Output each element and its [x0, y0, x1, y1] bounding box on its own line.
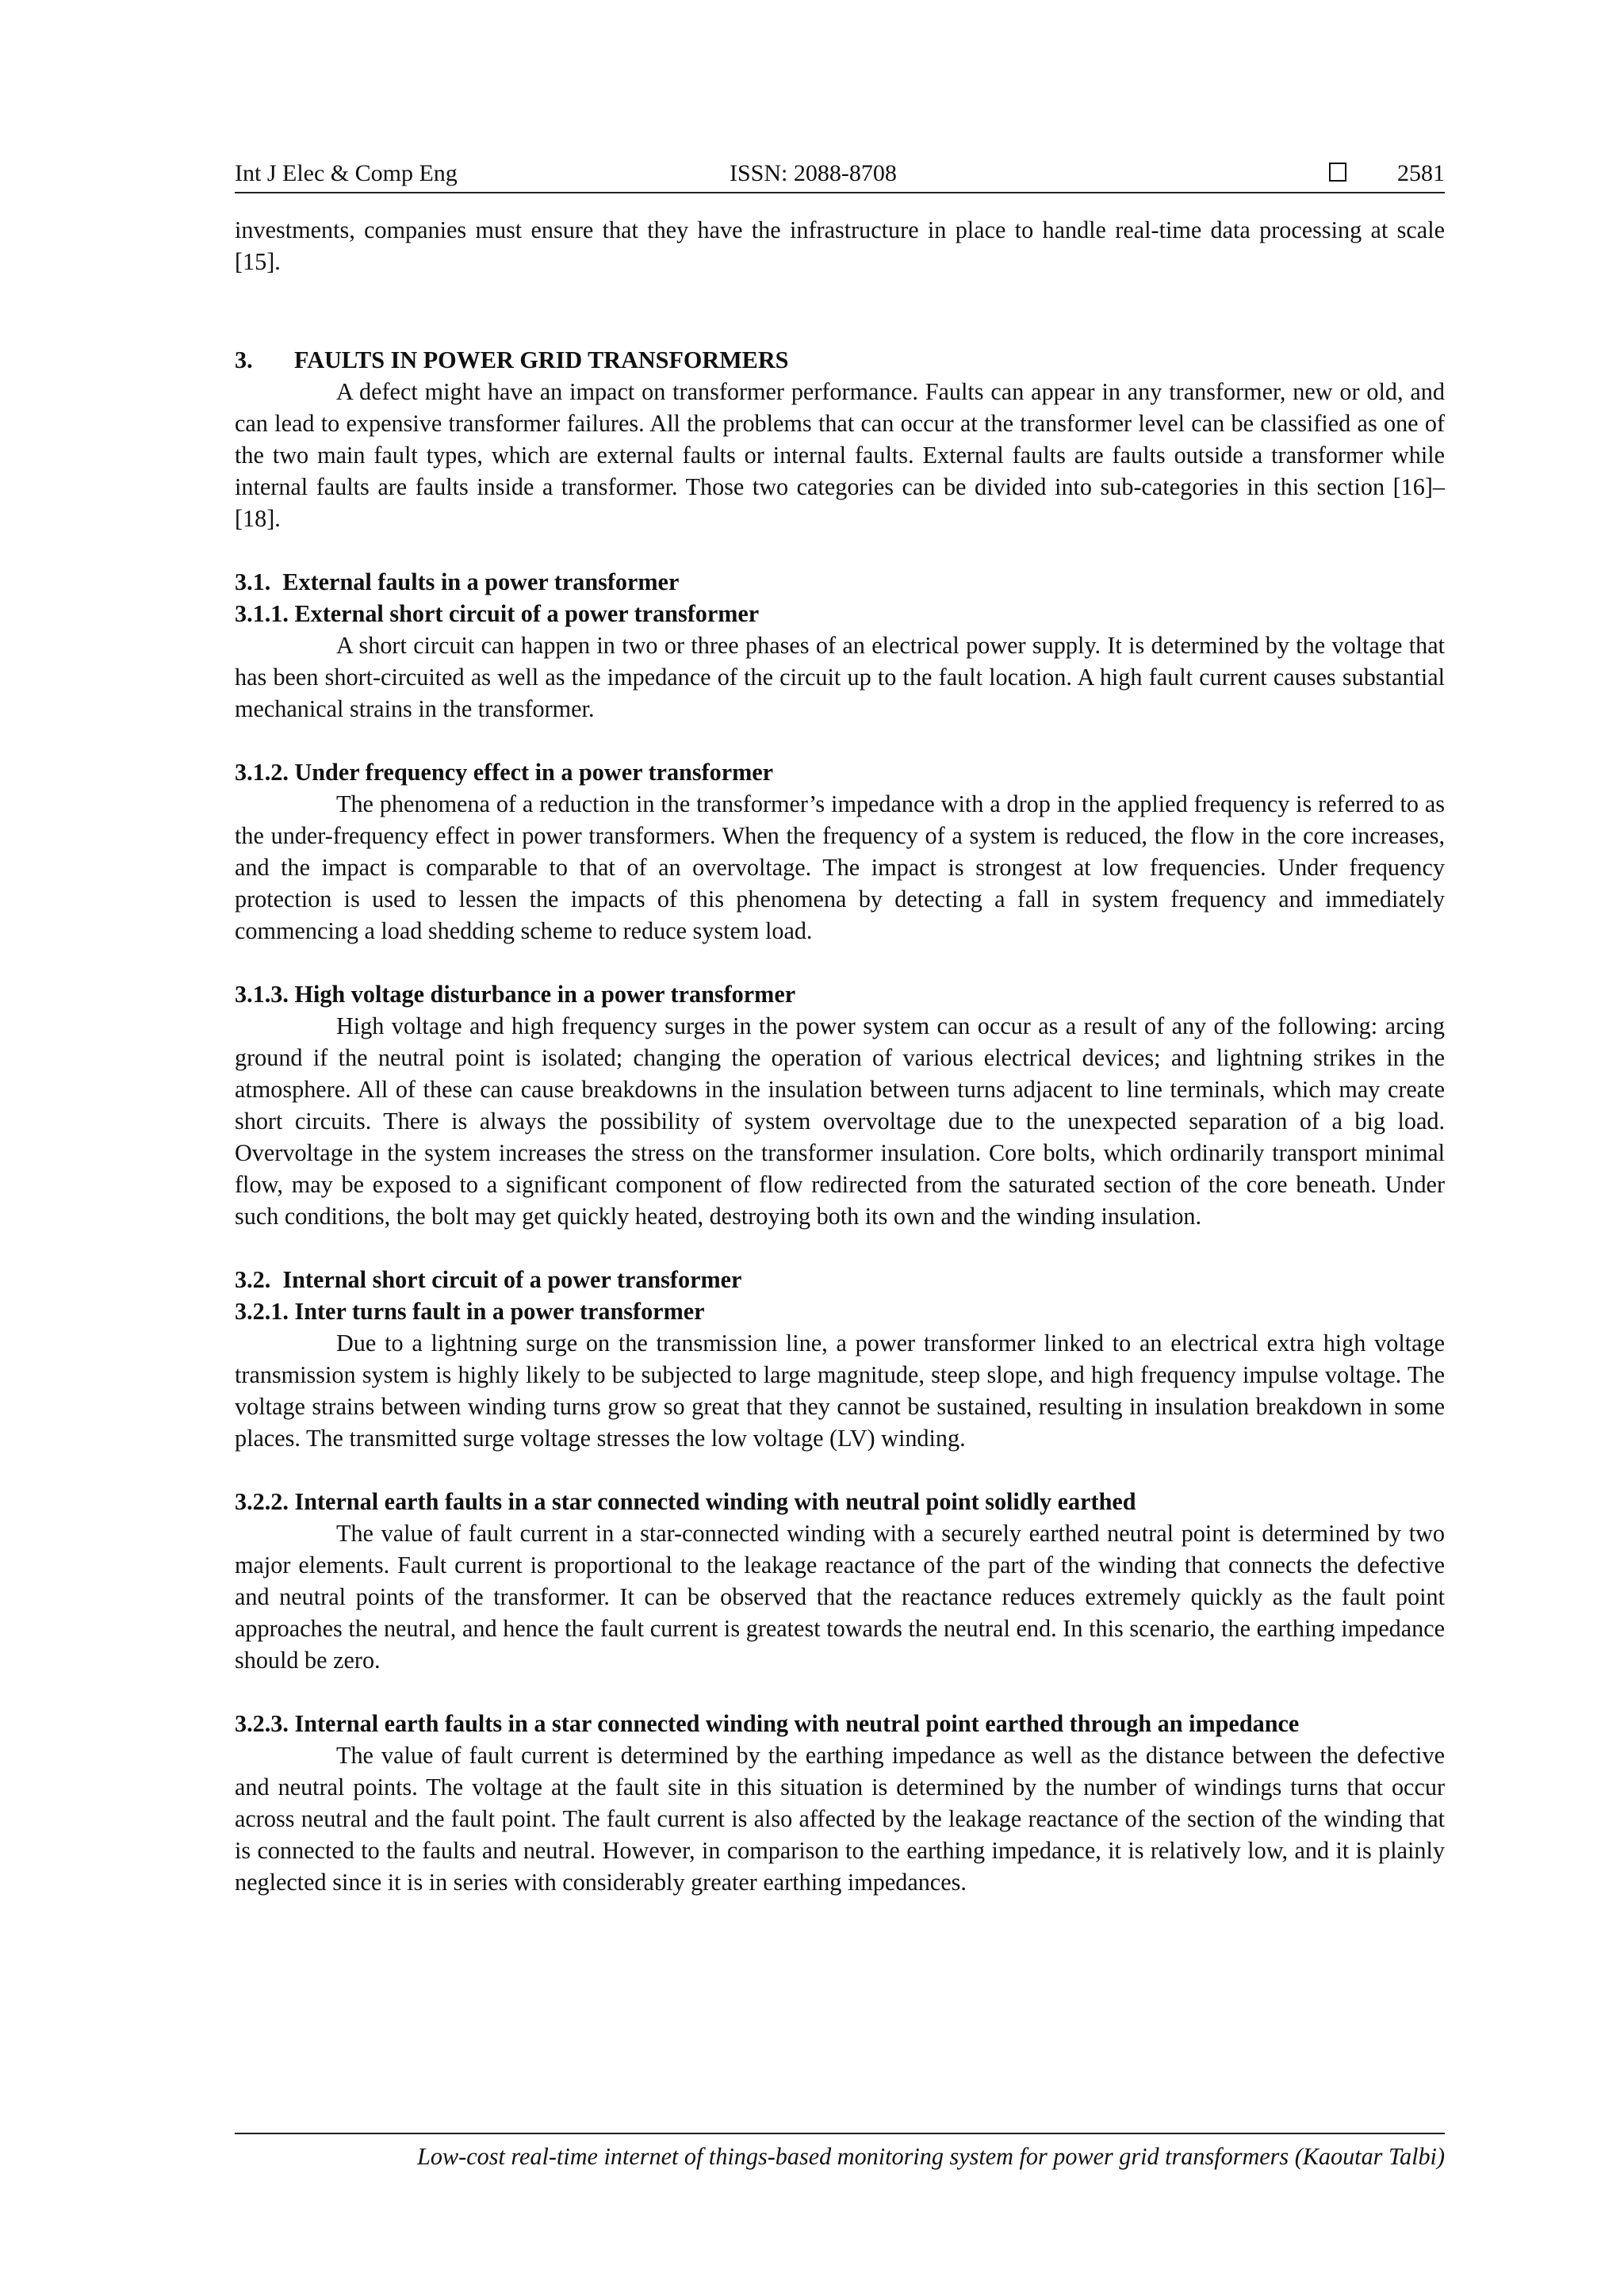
square-bullet-icon [1329, 163, 1346, 182]
section-3-2-1-heading: 3.2.1. Inter turns fault in a power transformer [235, 1298, 705, 1325]
page-footer [235, 2133, 1445, 2172]
section-3-1-3-paragraph: High voltage and high frequency surges in the power system can occur as a result of any of the following: arcing ground if the neutral point is isolated; changing the operation of various electrical devices; and lightning strikes in the atmosphere. All of these can cause breakdowns in the insulation between turns adjacent to line terminals, which may create short circuits. There is always the possibility of system overvoltage due to the unexpected separation of a big load. Overvoltage in the system increases the stress on the transformer insulation. Core bolts, which ordinarily transport minimal flow, may be exposed to a significant component of flow redirected from the saturated section of the core beneath. Under such conditions, the bolt may get quickly heated, destroying both its own and the winding insulation. [235, 1012, 1445, 1230]
journal-name: Int J Elec & Comp Eng [235, 160, 458, 186]
section-3-1-1-paragraph: A short circuit can happen in two or three phases of an electrical power supply. It is determined by the voltage that has been short-circuited as well as the impedance of the circuit up to the fault location. A high fault current causes substantial mechanical strains in the transformer. [235, 632, 1445, 722]
section-3-number: 3. [235, 346, 253, 373]
section-3-1-2-paragraph: The phenomena of a reduction in the transformer’s impedance with a drop in the applied frequency is referred to as the under-frequency effect in power transformers. When the frequency of a system is reduced, the flow in the core increases, and the impact is comparable to that of an overvoltage. The impact is strongest at low frequencies. Under frequency protection is used to lessen the impacts of this phenomena by detecting a fall in system frequency and immediately commencing a load shedding scheme to reduce system load. [235, 790, 1445, 944]
page-header [235, 155, 1445, 193]
section-3-paragraph: A defect might have an impact on transformer performance. Faults can appear in any transformer, new or old, and can lead to expensive transformer failures. All the problems that can occur at the transformer level can be classified as one of the two main fault types, which are external faults or internal faults. External faults are faults outside a transformer while internal faults are faults inside a transformer. Those two categories can be divided into sub-categories in this section [16]–[18]. [235, 378, 1445, 532]
issn-label: ISSN: 2088-8708 [730, 160, 897, 186]
section-3-1-heading: 3.1. External faults in a power transformer [235, 568, 680, 595]
intro-paragraph: investments, companies must ensure that they have the infrastructure in place to handle real-time data processing at scale [15]. [235, 216, 1445, 275]
section-3-2-3-heading: 3.2.3. Internal earth faults in a star connected winding with neutral point earthed through an impedance [235, 1710, 1300, 1737]
section-3-title: FAULTS IN POWER GRID TRANSFORMERS [294, 346, 789, 373]
section-3-2-1-paragraph: Due to a lightning surge on the transmission line, a power transformer linked to an electrical extra high voltage transmission system is highly likely to be subjected to large magnitude, steep slope, and high frequency impulse voltage. The voltage strains between winding turns grow so great that they cannot be sustained, resulting in insulation breakdown in some places. The transmitted surge voltage stresses the low voltage (LV) winding. [235, 1330, 1445, 1452]
running-title: Low-cost real-time internet of things-based monitoring system for power grid transformers (Kaoutar Talbi) [417, 2143, 1445, 2170]
section-3-2-2-heading: 3.2.2. Internal earth faults in a star connected winding with neutral point solidly earthed [235, 1488, 1136, 1515]
section-3-1-1-heading: 3.1.1. External short circuit of a power transformer [235, 600, 760, 627]
page-number: 2581 [1397, 160, 1445, 186]
section-3-heading [235, 344, 1445, 376]
section-3-1-2-heading: 3.1.2. Under frequency effect in a power transformer [235, 759, 774, 786]
section-3-2-2-paragraph: The value of fault current in a star-connected winding with a securely earthed neutral point is determined by two major elements. Fault current is proportional to the leakage reactance of the part of the winding that connects the defective and neutral points of the transformer. It can be observed that the reactance reduces extremely quickly as the fault point approaches the neutral, and hence the fault current is greatest towards the neutral end. In this scenario, the earthing impedance should be zero. [235, 1520, 1445, 1674]
section-3-2-3-paragraph: The value of fault current is determined by the earthing impedance as well as the distance between the defective and neutral points. The voltage at the fault site in this situation is determined by the number of windings turns that occur across neutral and the fault point. The fault current is also affected by the leakage reactance of the section of the winding that is connected to the faults and neutral. However, in comparison to the earthing impedance, it is relatively low, and it is plainly neglected since it is in series with considerably greater earthing impedances. [235, 1742, 1445, 1896]
page-body [235, 214, 1445, 1898]
section-3-2-heading: 3.2. Internal short circuit of a power transformer [235, 1266, 742, 1293]
section-3-1-3-heading: 3.1.3. High voltage disturbance in a power transformer [235, 981, 796, 1008]
